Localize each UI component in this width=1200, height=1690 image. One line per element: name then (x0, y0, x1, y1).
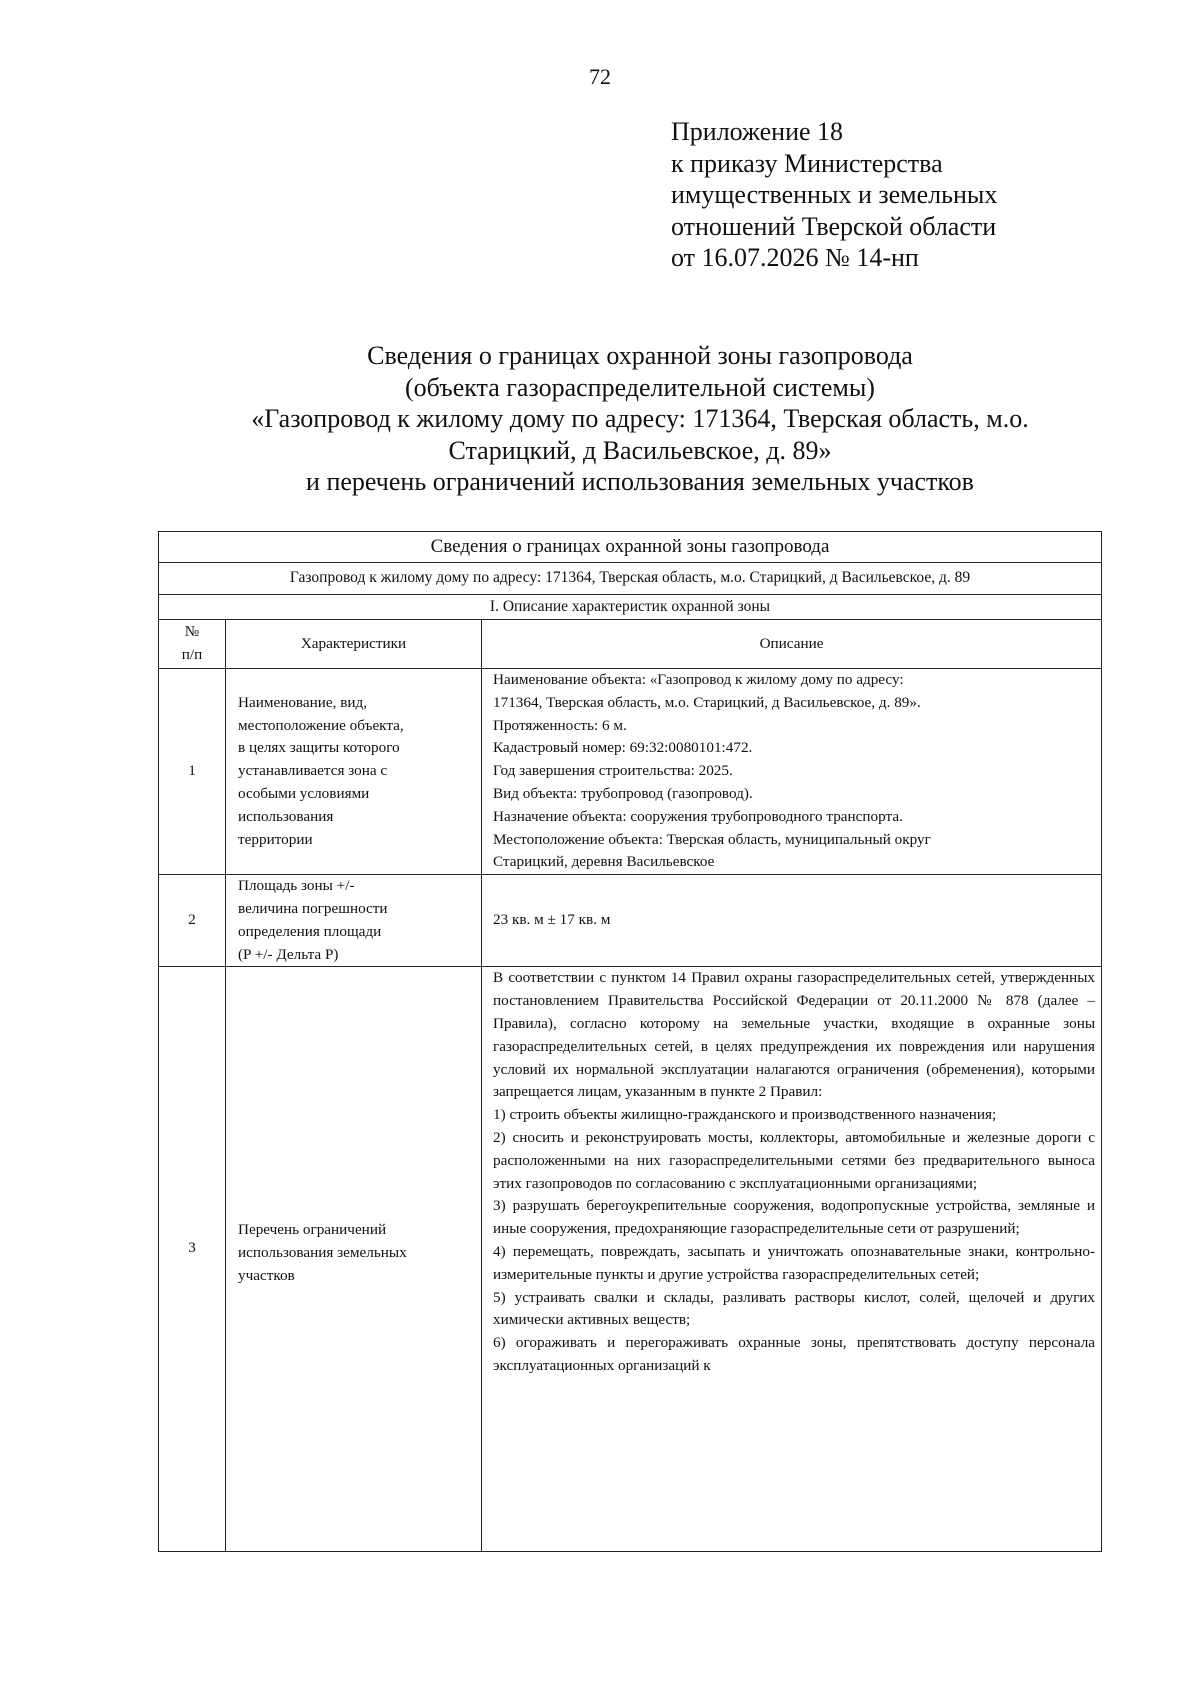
table-row (159, 967, 1102, 1552)
title-line: «Газопровод к жилому дому по адресу: 171364, Тверская область, м.о. (251, 404, 1029, 433)
row-number: 1 (159, 669, 226, 875)
title-line: (объекта газораспределительной системы) (405, 372, 875, 402)
row-characteristic: Площадь зоны +/- величина погрешности определения площади (P +/- Дельта P) (226, 875, 482, 967)
restriction-paragraph: 4) перемещать, повреждать, засыпать и уничтожать опознавательные знаки, контрольно-измерительные пункты и другие устройства газораспределительных сетей; (493, 1242, 1096, 1283)
restriction-paragraph: 3) разрушать берегоукрепительные сооружения, водопропускные устройства, земляные и иные сооружения, предохраняющие газораспределительные сети от разрушений; (493, 1197, 1096, 1238)
appendix-line: к приказу Министерства (671, 148, 943, 178)
table-section-header-row (159, 595, 1102, 620)
table-row (159, 669, 1102, 875)
column-header-characteristics: Характеристики (226, 620, 482, 669)
title-line: Старицкий, д Васильевское, д. 89» (448, 435, 832, 465)
protection-zone-table (158, 531, 1102, 1552)
appendix-line: от 16.07.2026 № 14-нп (671, 243, 919, 272)
restriction-paragraph: 6) огораживать и перегораживать охранные зоны, препятствовать доступу персонала эксплуатационных организаций к (493, 1334, 1096, 1374)
table-object-header: Газопровод к жилому дому по адресу: 171364, Тверская область, м.о. Старицкий, д Васильевское, д. 89 (159, 563, 1102, 595)
document-title (150, 340, 1130, 498)
row-number: 2 (159, 875, 226, 967)
restriction-paragraph: 5) устраивать свалки и склады, разливать растворы кислот, солей, щелочей и других химически активных веществ; (493, 1288, 1096, 1329)
row-description: 23 кв. м ± 17 кв. м (482, 875, 1102, 967)
appendix-line: имущественных и земельных (671, 180, 998, 209)
restriction-paragraph: 2) сносить и реконструировать мосты, коллекторы, автомобильные и железные дороги с расположенными на них газораспределительными сетями без предварительного выноса этих газопроводов по согласованию с эксплуатационными организациями; (493, 1128, 1096, 1192)
table-object-header-row (159, 563, 1102, 595)
restriction-paragraph: В соответствии с пунктом 14 Правил охраны газораспределительных сетей, утвержденных постановлением Правительства Российской Федерации от 20.11.2000 № 878 (далее – Правила), согласно которому на земельные участки, входящие в охранные зоны газораспределительных сетей, в целях предупреждения их повреждения или нарушения условий их нормальной эксплуатации налагаются ограничения (обременения), которыми запрещается лицам, указанным в пункте 2 Правил: (493, 969, 1096, 1101)
row-description: Наименование объекта: «Газопровод к жилому дому по адресу: 171364, Тверская область, м.о. Старицкий, д Васильевское, д. 89». Протяженность: 6 м. Кадастровый номер: 69:32:0080101:472. Год завершения строительства: 2025. Вид объекта: трубопровод (газопровод). Назначение объекта: сооружения трубопроводного транспорта. Местоположение объекта: Тверская область, муниципальный округ Старицкий, деревня Васильевское (482, 669, 1102, 875)
table-column-header-row (159, 620, 1102, 669)
title-line: Сведения о границах охранной зоны газопровода (367, 341, 913, 370)
table-section-header: I. Описание характеристик охранной зоны (159, 595, 1102, 620)
column-header-number: № п/п (159, 620, 226, 669)
title-line: и перечень ограничений использования земельных участков (306, 467, 974, 496)
appendix-block (671, 116, 997, 274)
appendix-line: Приложение 18 (671, 117, 844, 146)
table-main-header: Сведения о границах охранной зоны газопровода (159, 532, 1102, 563)
row-number: 3 (159, 967, 226, 1552)
table-row (159, 875, 1102, 967)
restriction-paragraph: 1) строить объекты жилищно-гражданского и производственного назначения; (493, 1106, 997, 1124)
table-main-header-row (159, 532, 1102, 563)
row-description (482, 967, 1102, 1552)
row-characteristic: Перечень ограничений использования земельных участков (226, 967, 482, 1552)
page-number: 72 (589, 64, 611, 89)
column-header-description: Описание (482, 620, 1102, 669)
row-characteristic: Наименование, вид, местоположение объекта, в целях защиты которого устанавливается зона с особыми условиями использования территории (226, 669, 482, 875)
appendix-line: отношений Тверской области (671, 211, 997, 241)
